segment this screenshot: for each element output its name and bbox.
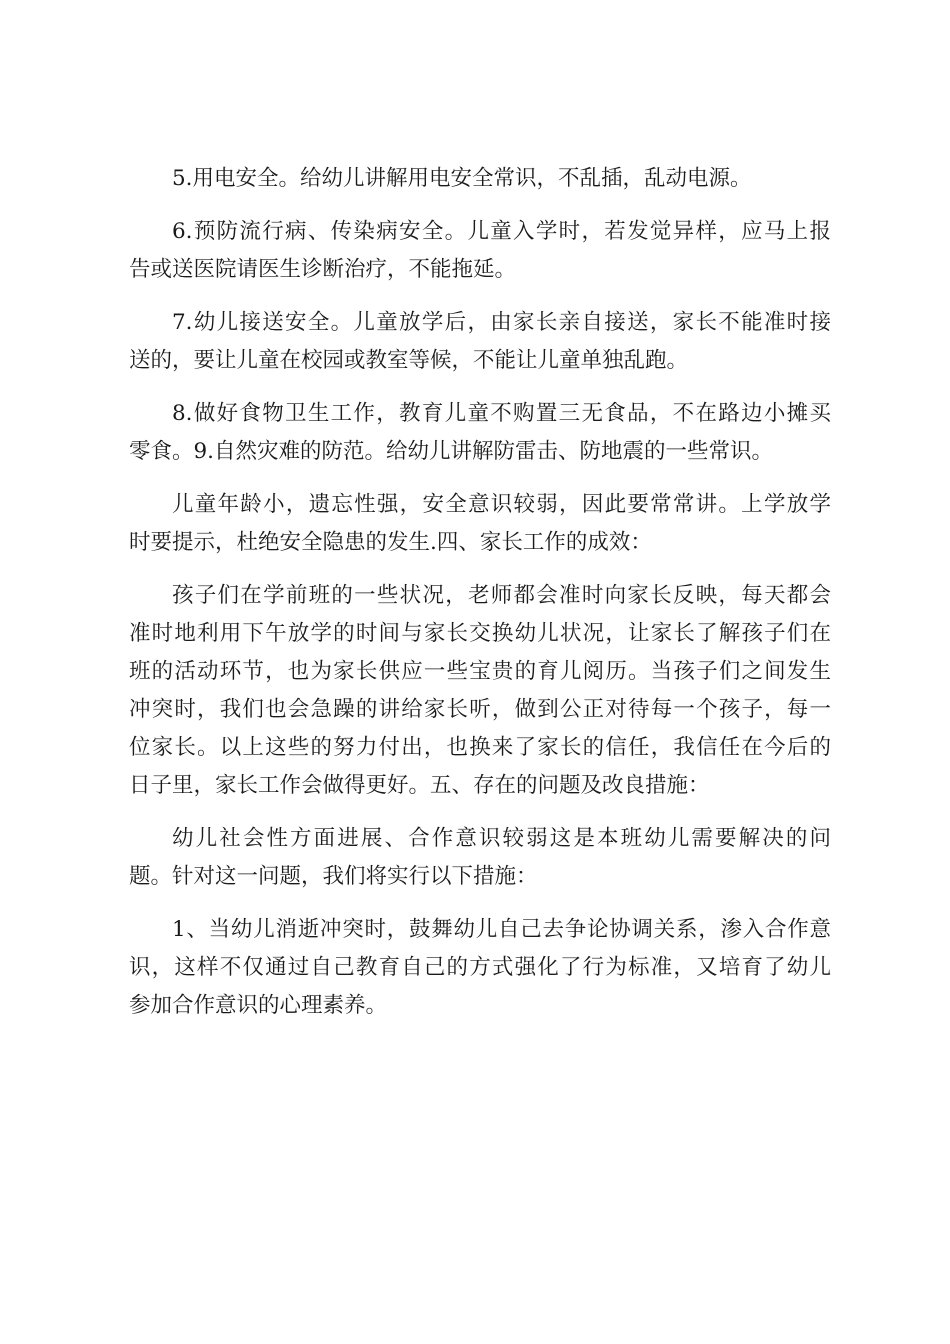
paragraph-parent-work (129, 577, 831, 805)
text-line: 日子里，家长工作会做得更好。五、存在的问题及改良措施： (129, 773, 710, 798)
text-line: 1、当幼儿消逝冲突时，鼓舞幼儿自己去争论协调关系，渗入合作意 (172, 917, 831, 942)
text-line: 位家长。以上这些的努力付出，也换来了家长的信任，我信任在今后的 (129, 735, 831, 760)
text-line: 班的活动环节，也为家长供应一些宝贵的育儿阅历。当孩子们之间发生 (129, 659, 831, 684)
paragraph-safety-awareness (129, 486, 831, 562)
text-line: 告或送医院请医生诊断治疗，不能拖延。 (129, 257, 517, 282)
text-line: 送的，要让儿童在校园或教室等候，不能让儿童单独乱跑。 (129, 348, 689, 373)
document-body (129, 160, 831, 1040)
text-line: 准时地利用下午放学的时间与家长交换幼儿状况，让家长了解孩子们在 (129, 621, 831, 646)
text-line: 5.用电安全。给幼儿讲解用电安全常识，不乱插，乱动电源。 (172, 166, 752, 191)
text-line: 冲突时，我们也会急躁的讲给家长听，做到公正对待每一个孩子，每一 (129, 697, 831, 722)
paragraph-measure-1 (129, 911, 831, 1025)
text-line: 8.做好食物卫生工作，教育儿童不购置三无食品，不在路边小摊买 (172, 401, 831, 426)
text-line: 6.预防流行病、传染病安全。儿童入学时，若发觉异样，应马上报 (172, 219, 831, 244)
paragraph-epidemic-safety (129, 213, 831, 289)
text-line: 孩子们在学前班的一些状况，老师都会准时向家长反映，每天都会 (172, 583, 831, 608)
text-line: 幼儿社会性方面进展、合作意识较弱这是本班幼儿需要解决的问 (172, 826, 831, 851)
text-line: 识，这样不仅通过自己教育自己的方式强化了行为标准，又培育了幼儿 (129, 955, 831, 980)
text-line: 零食。9.自然灾难的防范。给幼儿讲解防雷击、防地震的一些常识。 (129, 439, 774, 464)
paragraph-electric-safety (129, 160, 831, 198)
text-line: 题。针对这一问题，我们将实行以下措施： (129, 864, 538, 889)
text-line: 儿童年龄小，遗忘性强，安全意识较弱，因此要常常讲。上学放学 (172, 492, 831, 517)
text-line: 7.幼儿接送安全。儿童放学后，由家长亲自接送，家长不能准时接 (172, 310, 831, 335)
text-line: 时要提示，杜绝安全隐患的发生.四、家长工作的成效： (129, 530, 652, 555)
paragraph-pickup-safety (129, 304, 831, 380)
paragraph-food-hygiene (129, 395, 831, 471)
text-line: 参加合作意识的心理素养。 (129, 993, 388, 1018)
paragraph-problems (129, 820, 831, 896)
